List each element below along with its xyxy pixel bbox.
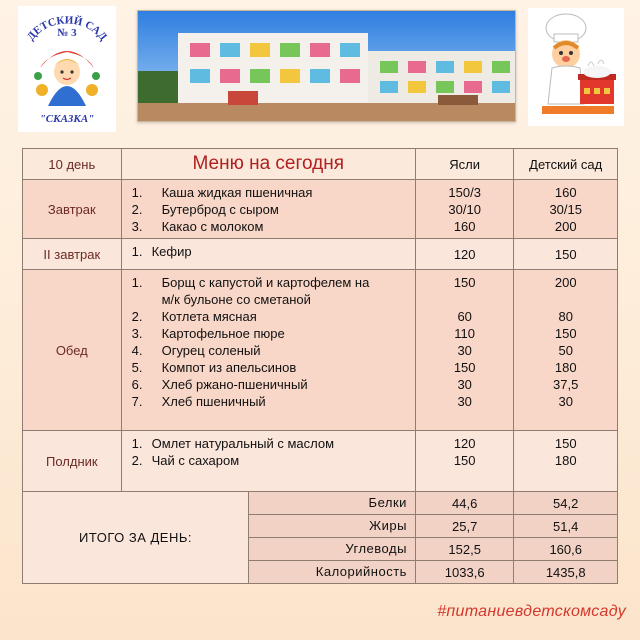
list-item: 5. Компот из апельсинов — [131, 360, 297, 375]
list-item: 6. Хлеб ржано-пшеничный — [131, 377, 308, 392]
kindergarten-portion: 200 — [554, 219, 577, 234]
kindergarten-portion: 150 — [554, 246, 577, 262]
kindergarten-portion: 180 — [554, 360, 577, 375]
kindergarten-portion: 30 — [558, 394, 573, 409]
meal-items-list — [122, 435, 415, 469]
list-item: 2. Бутерброд с сыром — [131, 202, 279, 217]
meal-row-breakfast — [23, 180, 618, 239]
total-kindergarten-carbs: 160,6 — [514, 538, 618, 561]
meal-name: Полдник — [23, 431, 122, 492]
total-name-fat: Жиры — [249, 515, 415, 538]
kindergarten-portion: 180 — [554, 453, 577, 468]
nursery-portion: 150 — [453, 453, 476, 468]
day-label: 10 день — [23, 149, 122, 180]
kindergarten-logo — [18, 6, 116, 132]
hashtag: #питаниевдетскомсаду — [437, 603, 626, 620]
total-name-carbs: Углеводы — [249, 538, 415, 561]
kindergarten-portion: 80 — [558, 309, 573, 324]
kindergarten-portion: 37,5 — [553, 377, 579, 392]
total-kindergarten-fat: 51,4 — [514, 515, 618, 538]
nursery-portion: 30 — [457, 377, 472, 392]
meal-items-list — [122, 184, 415, 235]
logo-line2: № 3 — [57, 27, 77, 39]
meal-row-afternoon-snack — [23, 431, 618, 492]
meal-row-second-breakfast — [23, 239, 618, 270]
meal-name: Завтрак — [23, 180, 122, 239]
nursery-portion: 60 — [457, 309, 472, 324]
nursery-portion: 120 — [453, 436, 476, 451]
total-kindergarten-calories: 1435,8 — [514, 561, 618, 584]
list-item: 3. Какао с молоком — [131, 219, 264, 234]
meal-name: Обед — [23, 270, 122, 431]
total-nursery-carbs: 152,5 — [415, 538, 514, 561]
nursery-portion: 150 — [453, 275, 476, 290]
totals-row — [23, 492, 618, 515]
header — [0, 0, 640, 140]
kindergarten-portion: 150 — [554, 436, 577, 451]
menu-table — [22, 148, 618, 584]
list-item: 7. Хлеб пшеничный — [131, 394, 266, 409]
meal-row-lunch — [23, 270, 618, 431]
menu-title: Меню на сегодня — [121, 149, 415, 180]
nursery-portion: 30/10 — [448, 202, 481, 217]
total-name-protein: Белки — [249, 492, 415, 515]
nursery-portion: 30 — [457, 394, 472, 409]
list-item: 2. Котлета мясная — [131, 309, 257, 324]
kindergarten-portion: 200 — [554, 275, 577, 290]
list-item: 1. Борщ с капустой и картофелем на м/к бульоне со сметаной — [131, 275, 370, 307]
list-item: 2. Чай с сахаром — [131, 453, 240, 468]
total-label: ИТОГО ЗА ДЕНЬ: — [23, 492, 249, 583]
list-item: 1. Каша жидкая пшеничная — [131, 185, 313, 200]
meal-name: II завтрак — [23, 239, 122, 270]
kindergarten-portion: 150 — [554, 326, 577, 341]
nursery-portion: 160 — [453, 219, 476, 234]
kindergarten-portion: 30/15 — [549, 202, 582, 217]
kindergarten-building-photo — [137, 10, 516, 122]
logo-line1: ДЕТСКИЙ САД — [24, 14, 110, 43]
col-header-nursery: Ясли — [415, 149, 514, 180]
nursery-portion: 150 — [453, 360, 476, 375]
list-item: 3. Картофельное пюре — [131, 326, 285, 341]
total-name-calories: Калорийность — [249, 561, 415, 583]
meal-items-list — [122, 243, 415, 260]
nursery-portion: 150/3 — [448, 185, 481, 200]
total-nursery-fat: 25,7 — [415, 515, 514, 538]
list-item: 4. Огурец соленый — [131, 343, 261, 358]
list-item: 1. Омлет натуральный с маслом — [131, 436, 335, 451]
logo-line3: "СКАЗКА" — [39, 113, 95, 125]
kindergarten-portion: 50 — [558, 343, 573, 358]
total-nursery-protein: 44,6 — [415, 492, 514, 515]
nursery-portion: 120 — [453, 246, 476, 262]
nursery-portion: 110 — [454, 326, 476, 341]
nursery-portion: 30 — [457, 343, 472, 358]
list-item: 1. Кефир — [131, 244, 192, 259]
total-kindergarten-protein: 54,2 — [514, 492, 618, 515]
kindergarten-portion: 160 — [554, 185, 577, 200]
chef-illustration — [528, 8, 624, 126]
col-header-kindergarten: Детский сад — [514, 149, 618, 180]
table-header-row — [23, 149, 618, 180]
meal-items-list — [122, 274, 415, 410]
total-nursery-calories: 1033,6 — [415, 561, 514, 584]
